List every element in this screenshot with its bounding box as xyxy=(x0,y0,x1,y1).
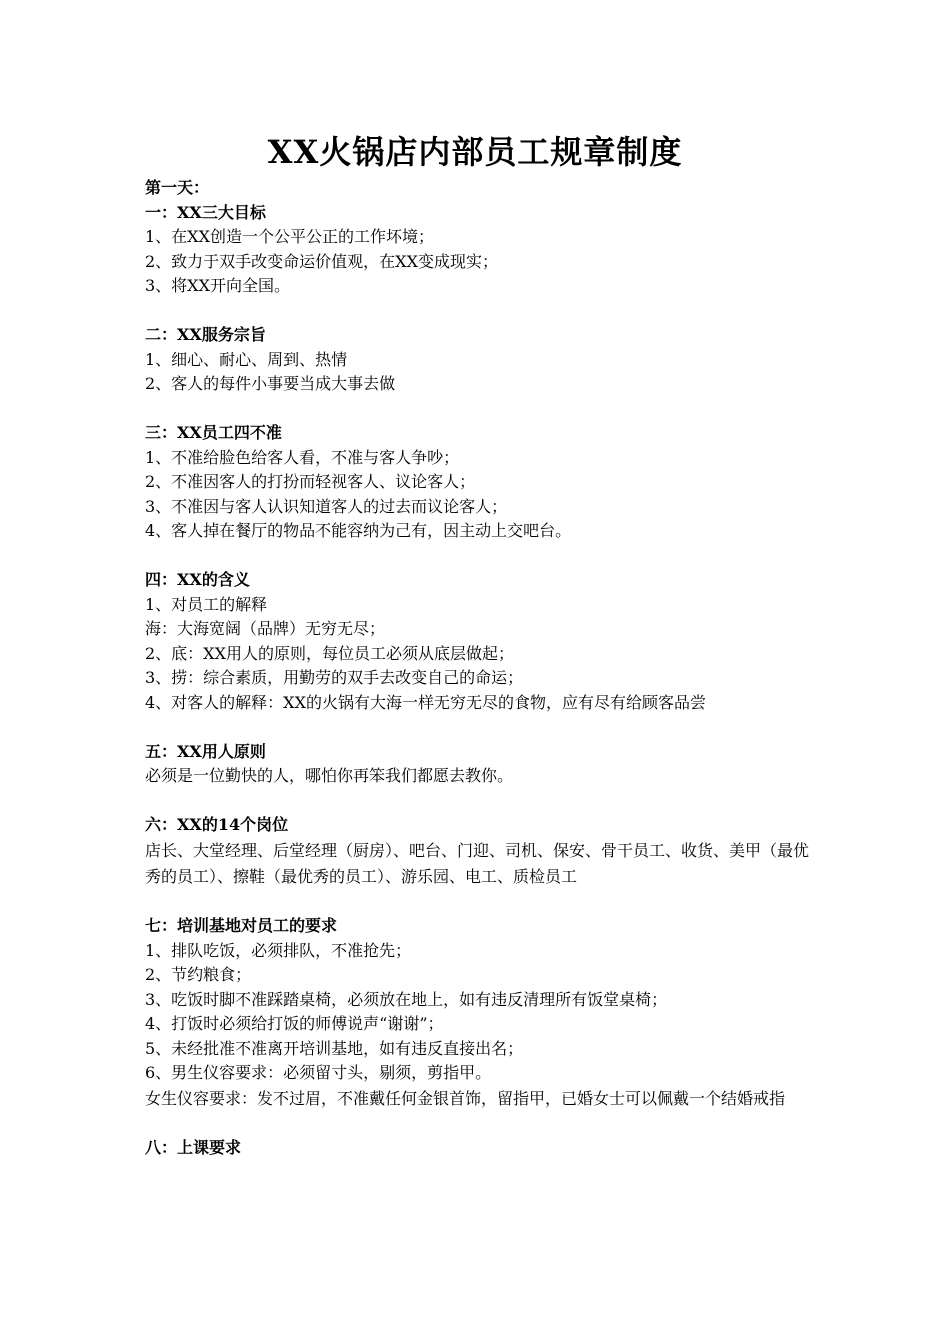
list-item: 3、不准因与客人认识知道客人的过去而议论客人； xyxy=(145,496,508,516)
list-item: 3、捞：综合素质，用勤劳的双手去改变自己的命运； xyxy=(145,668,524,687)
list-item: 2、底：XX用人的原则，每位员工必须从底层做起； xyxy=(145,643,514,663)
section-heading: 四：XX的含义 xyxy=(145,570,250,589)
list-item: 海：大海宽阔（品牌）无穷无尽； xyxy=(145,619,386,638)
list-item: 1、对员工的解释 xyxy=(145,594,268,614)
list-item: 2、节约粮食； xyxy=(145,965,252,984)
list-item: 5、未经批准不准离开培训基地，如有违反直接出名； xyxy=(145,1038,524,1058)
section-meaning xyxy=(145,568,825,715)
day-label: 第一天： xyxy=(145,178,210,197)
list-item: 1、细心、耐心、周到、热情 xyxy=(145,349,348,369)
list-item: 2、客人的每件小事要当成大事去做 xyxy=(145,374,396,393)
list-item: 必须是一位勤快的人，哪怕你再笨我们都愿去教你。 xyxy=(145,766,514,785)
document-page xyxy=(145,130,825,1185)
section-heading: 六：XX的14个岗位 xyxy=(145,815,289,834)
section-four-prohibitions xyxy=(145,421,825,544)
list-item: 2、不准因客人的打扮而轻视客人、议论客人； xyxy=(145,472,476,491)
paragraph: 女生仪容要求：发不过眉，不准戴任何金银首饰，留指甲，已婚女士可以佩戴一个结婚戒指 xyxy=(145,1088,786,1108)
section-heading: 五：XX用人原则 xyxy=(145,741,266,761)
section-training-requirements xyxy=(145,914,825,1112)
list-item: 4、对客人的解释：XX的火锅有大海一样无穷无尽的食物，应有尽有给顾客品尝 xyxy=(145,692,706,712)
list-item: 3、将XX开向全国。 xyxy=(145,276,290,295)
list-item: 2、致力于双手改变命运价值观，在XX变成现实； xyxy=(145,251,498,271)
section-heading: 三：XX员工四不准 xyxy=(145,423,282,442)
document-title: XX火锅店内部员工规章制度 xyxy=(267,133,683,171)
paragraph: 店长、大堂经理、后堂经理（厨房）、吧台、门迎、司机、保安、骨干员工、收货、美甲（最优秀的员工）、擦鞋（最优秀的员工）、游乐园、电工、质检员工 xyxy=(145,840,810,886)
section-goals xyxy=(145,201,825,299)
section-heading: 八：上课要求 xyxy=(145,1138,242,1157)
list-item: 6、男生仪容要求：必须留寸头，剔须，剪指甲。 xyxy=(145,1063,492,1082)
list-item: 4、客人掉在餐厅的物品不能容纳为己有，因主动上交吧台。 xyxy=(145,521,572,540)
section-heading: 二：XX服务宗旨 xyxy=(145,325,266,344)
section-heading: 一：XX三大目标 xyxy=(145,202,266,222)
section-hiring-principle xyxy=(145,740,825,789)
list-item: 1、不准给脸色给客人看，不准与客人争吵； xyxy=(145,447,460,467)
section-positions xyxy=(145,813,825,890)
list-item: 1、排队吃饭，必须排队，不准抢先； xyxy=(145,940,412,960)
list-item: 4、打饭时必须给打饭的师傅说声“谢谢”； xyxy=(145,1014,444,1033)
list-item: 1、在XX创造一个公平公正的工作坏境； xyxy=(145,227,434,246)
section-class-requirements xyxy=(145,1136,825,1161)
section-service-purpose xyxy=(145,323,825,397)
section-heading: 七：培训基地对员工的要求 xyxy=(145,916,338,935)
list-item: 3、吃饭时脚不准踩踏桌椅，必须放在地上，如有违反清理所有饭堂桌椅； xyxy=(145,989,668,1009)
